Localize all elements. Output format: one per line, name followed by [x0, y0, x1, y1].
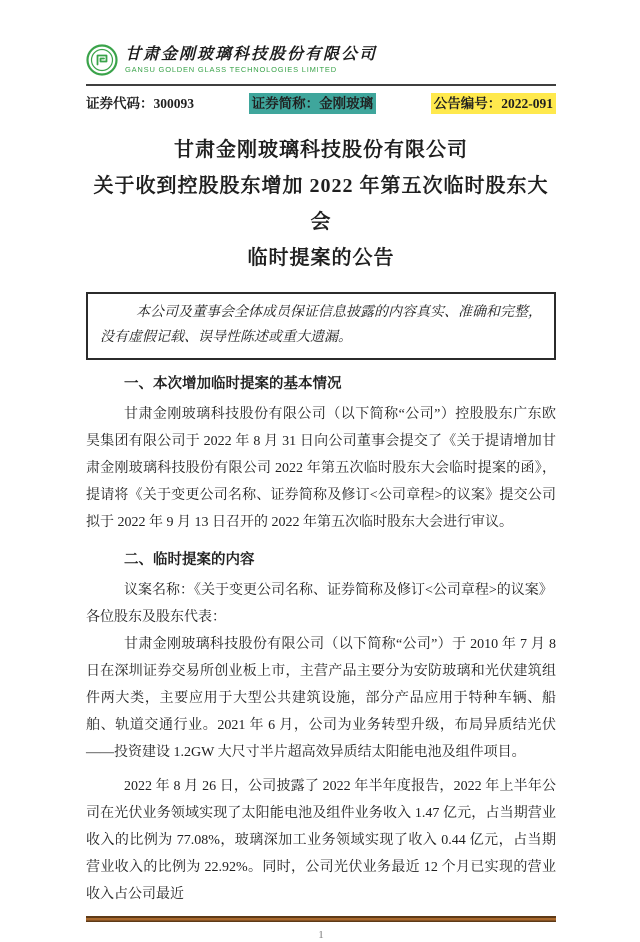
section2-paragraph-2: 2022 年 8 月 26 日，公司披露了 2022 年半年度报告，2022 年上半年公司在光伏业务领域实现了太阳能电池及组件业务收入 1.47 亿元，占当期营业收入的比例为 77.08%，玻璃深加工业务领域实现了收入 0.44 亿元，占当期营业收入的比例为 22.92%。同时，公司光伏业务最近 12 个月已实现的营业收入占公司最近	[86, 779, 556, 902]
section2-heading: 二、临时提案的内容	[124, 552, 255, 568]
disclaimer-box	[86, 292, 556, 360]
announcement-number: 公告编号：2022-091	[431, 93, 556, 114]
document-footer	[86, 916, 556, 942]
salutation-line: 各位股东及股东代表：	[86, 610, 226, 625]
securities-short-name: 证券简称：金刚玻璃	[249, 93, 377, 114]
disclaimer-text: 本公司及董事会全体成员保证信息披露的内容真实、准确和完整，没有虚假记载、误导性陈述或重大遗漏。	[100, 305, 542, 345]
company-name-script: 甘肃金刚玻璃科技股份有限公司	[125, 46, 378, 63]
section2-paragraph-1: 甘肃金刚玻璃科技股份有限公司（以下简称“公司”）于 2010 年 7 月 8 日在深圳证券交易所创业板上市，主营产品主要分为安防玻璃和光伏建筑组件两大类，主要应用于大型公共建筑设施，部分产品应用于特种车辆、船舶、轨道交通行业。2021 年 6 月，公司为业务转型升级，布局异质结光伏——投资建设 1.2GW 大尺寸半片超高效异质结太阳能电池及组件项目。	[86, 637, 556, 760]
title-line-2: 关于收到控股股东增加 2022 年第五次临时股东大会	[93, 175, 549, 233]
company-logo	[86, 44, 556, 82]
page-number: 1	[318, 929, 324, 941]
company-logo-text	[125, 44, 377, 75]
section1-heading: 一、本次增加临时提案的基本情况	[124, 376, 342, 392]
securities-code: 证券代码：300093	[86, 96, 194, 111]
section1-paragraph: 甘肃金刚玻璃科技股份有限公司（以下简称“公司”）控股股东广东欧昊集团有限公司于 2022 年 8 月 31 日向公司董事会提交了《关于提请增加甘肃金刚玻璃科技股份有限公司 2022 年第五次临时股东大会临时提案的函》，提请将《关于变更公司名称、证券简称及修订<公司章程>的议案》提交公司拟于 2022 年 9 月 13 日召开的 2022 年第五次临时股东大会进行审议。	[86, 407, 556, 530]
title-line-1: 甘肃金刚玻璃科技股份有限公司	[174, 139, 468, 161]
document-header	[86, 44, 556, 114]
proposal-name-line: 议案名称：《关于变更公司名称、证券简称及修订<公司章程>的议案》	[124, 583, 553, 598]
company-emblem-icon	[86, 44, 118, 76]
company-name-english: GANSU GOLDEN GLASS TECHNOLOGIES LIMITED	[125, 65, 337, 74]
announcement-title	[86, 132, 556, 276]
title-line-3: 临时提案的公告	[247, 247, 395, 269]
footer-decorative-bar	[86, 916, 556, 922]
securities-info-line	[86, 86, 556, 114]
